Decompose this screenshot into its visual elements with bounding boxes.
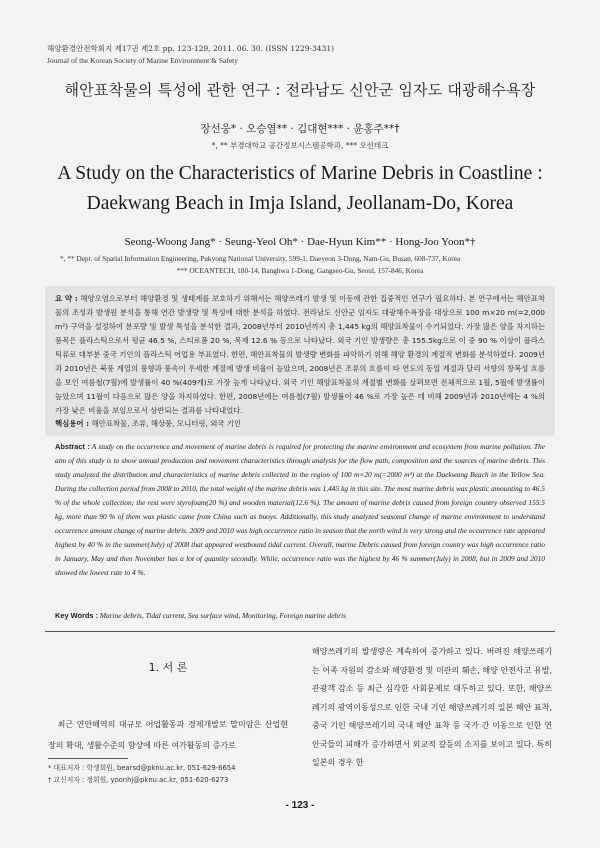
footnote-first-author: * 대표저자 : 학생회원, bearsd@pknu.ac.kr, 051-629-6654 [48,764,236,772]
keywords-korean [55,418,241,429]
authors-korean: 장선웅* · 오승열** · 김대현*** · 윤홍주**† [200,123,400,135]
keywords-korean-values: 해안표착물, 조류, 해상풍, 모니터링, 외국 기인 [89,419,242,428]
body-column-right: 해양쓰레기의 발생량은 계속하여 증가하고 있다. 버려진 해양쓰레기는 어족 자원의 감소와 해양환경 및 미관의 훼손, 해양 안전사고 유발, 관광객 감소 등 최근 심각한 사회문제로 대두하고 있다. 또한, 해양쓰레기의 광역이동성으로 인한 국내 기인 해양쓰레기의 일본 해안 표착, 중국 기인 해양쓰레기의 국내 해안 표착 등 국가 간 이동으로 인한 연안국들의 피해가 증가하면서 외교적 갈등의 소지를 보이고 있다. 특히 일본의 경우 한 [312,647,552,767]
journal-name-en: Journal of the Korean Society of Marine Environment & Safety [47,56,238,65]
keywords-korean-label: 핵심용어 : [55,419,90,428]
title-english-line1: A Study on the Characteristics of Marine Debris in Coastline : [57,163,543,184]
abstract-english-body: A study on the occurrence and movement of marine debris is required for protecting the marine environment and ecosystem from marine pollution. The aim of this study is to show annual production and movement characteristics through analysis for the flow path, composition and the sources of marine debris. This study analyzed the distribution and characteristics of marine debris collected in the region of 100 m×20 m(=2000 m²) at the Daekwang Beach in the Yellow Sea. During the collection period from 2008 to 2010, the total weight of the marine debris was 1,445 kg in this site. The most marine debris was plastic amounting to 46.5 % of the whole collection; the rest were styrofoam(20 %) and wooden material(12.6 %). The amount of marine debris caused from foreign country observed 155.5 kg, more than 90 % of them was plastic came from China such as buoys. Additionally, this study analyzed seasonal change of marine environment to understand occurrence amount change of marine debris. 2009 and 2010 was high occurrence ratio in season that the north wind is very strong and the occurrence rate appeared highest by 40 % in the summer(July) of 2008 that appeared westbound tidal current. Overall, marine Debris caused from foreign country was high occurrence ratio in January, May and then November has a lot of quantity secondly. While, occurrence ratio was the highest by 46 % summer(July) in 2008, but in 2009 and 2010 showed the lowest rate to 4 %. [55,442,545,577]
abstract-english-label: Abstract : [55,442,90,451]
title-english-line2: Daekwang Beach in Imja Island, Jeollanam-Do, Korea [86,193,514,214]
authors-english: Seong-Woong Jang* · Seung-Yeol Oh* · Dae-Hyun Kim** · Hong-Joo Yoon*† [124,236,476,248]
affiliation-english-line2: *** OCEANTECH, 180-14, Banghwa 1-Dong, Gangseo-Gu, Seoul, 157-846, Korea [176,266,424,275]
affiliation-korean: *, ** 부경대학교 공간정보시스템공학과, *** 오션테크 [211,141,389,150]
abstract-korean-label: 요 약 : [55,294,78,303]
abstract-korean-body: 해양오염으로부터 해양환경 및 생태계를 보호하기 위해서는 해양쓰레기 발생 및 이동에 관한 집중적인 연구가 필요하다. 본 연구에서는 해안표착물의 조성과 발생원 분석을 통해 연간 발생량 및 특성에 대한 분석을 하였다. 전라남도 신안군 임자도 대광해수욕장을 대상으로 100 m×20 m(=2,000 m²) 구역을 설정하여 분포량 및 발생 특성을 분석한 결과, 2008년부터 2010년까지 총 1,445 kg의 해양표착물이 수거되었다. 가장 많은 양을 차지하는 품목은 플라스틱으로서 평균 46.5 %, 스티로폼 20 %, 목재 12.6 % 등으로 나타났다. 외국 기인 발생량은 총 155.5kg으로 이 중 90 % 이상이 플라스틱류로 대부분 중국 기인의 플라스틱 어업용 부표였다. 한편, 해안표착물의 발생량 변화를 파악하기 위해 해양 환경의 계절적 변화를 분석하였다. 2009년과 2010년은 북풍 계열의 풍향과 풍속이 우세한 계절에 발생 비율이 높았으며, 2008년은 조류의 흐름이 타 연도의 동일 계절과 달리 서향의 창복성 흐름을 보인 여름철(7월)에 발생률이 40 %(409개)로 가장 높게 나타났다. 외국 기인 해양표착물의 계절별 변화를 살펴보면 전체적으로 1월, 5월에 발생률이 높았으며 11월이 다음으로 많은 양을 차지하였다. 한편, 2008년에는 여름철(7월) 발생률이 46 %로 가장 높은 데 비해 2009년과 2010년에는 4 %의 가장 낮은 비율을 보임으로서 상반되는 결과를 나타내었다. [55,294,545,415]
body-column-left: 최근 연안해역의 대규모 어업활동과 경제개발로 말미암은 산업현장의 확대, 생활수준의 향상에 따른 여가활동의 증가로 [48,720,288,750]
affiliation-english-line1: *, ** Dept. of Spatial Information Engineering, Pukyong National University, 599-1, Daeyeon 3-Dong, Nam-Gu, Busan, 608-737, Korea [60,254,461,263]
section-heading-introduction: 1. 서 론 [148,661,188,674]
keywords-english-values: Marine debris, Tidal current, Sea surface wind, Monitoring, Foreign marine debris [97,611,347,620]
abstract-korean [55,292,545,418]
title-korean: 해안표착물의 특성에 관한 연구 : 전라남도 신안군 임자도 대광해수욕장 [64,81,536,99]
keywords-english [55,611,346,620]
journal-citation-ko: 해양환경안전학회지 제17권 제2호 pp. 123-129, 2011. 06. 30. (ISSN 1229-3431) [47,44,335,53]
footnote-rule [48,758,128,759]
page-number: - 123 - [285,800,315,811]
footnote-corresponding-author: † 교신저자 : 정회원, yoonhj@pknu.ac.kr, 051-620-6273 [48,776,229,784]
abstract-english [55,440,545,580]
keywords-english-label: Key Words : [55,611,98,620]
divider-rule [45,631,555,632]
